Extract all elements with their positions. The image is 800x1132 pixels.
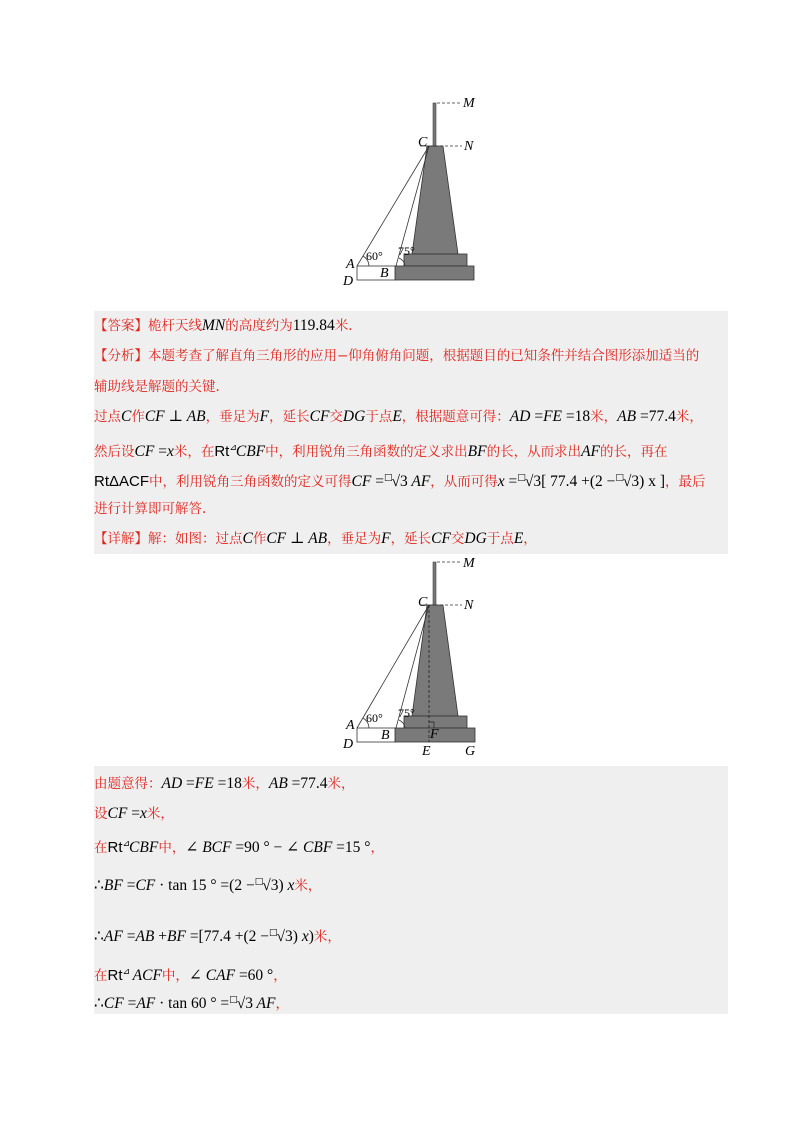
label-angle-60: 60°	[366, 711, 383, 725]
detail-line-2: 由题意得：AD =FE =18米，AB =77.4米，	[94, 775, 355, 792]
analysis-line-3: 过点C作CF ⊥ AB，垂足为F，延长CF交DG于点E，根据题意可得：AD =FE =18米，AB =77.4米，	[94, 408, 703, 425]
detail-line-6: ∴AF =AB +BF =[77.4 +(2 −□√3) x)米，	[94, 928, 341, 945]
detail-line-3: 设CF =x米，	[94, 805, 174, 822]
label-B: B	[381, 728, 390, 743]
figure-tower-2	[343, 556, 478, 760]
label-N: N	[464, 598, 474, 613]
label-C: C	[418, 595, 428, 610]
detail-line-4: 在Rt⊿CBF中，∠ BCF =90 ° − ∠ CBF =15 °，	[94, 839, 384, 856]
label-E: E	[422, 744, 431, 759]
analysis-line-6: 进行计算即可解答.	[94, 501, 207, 517]
label-C: C	[418, 135, 428, 150]
figure-tower-1	[340, 95, 480, 287]
label-A: A	[346, 718, 355, 733]
label-angle-60: 60°	[366, 249, 383, 263]
label-D: D	[343, 274, 354, 287]
detail-line-8: ∴CF =AF · tan 60 ° =□√3 AF，	[94, 995, 289, 1012]
label-A: A	[346, 257, 355, 272]
label-N: N	[464, 139, 474, 154]
detail-line-5: ∴BF =CF · tan 15 ° =(2 −□√3) x米，	[94, 877, 322, 894]
label-angle-75: 75°	[398, 244, 415, 258]
tower-diagram-1	[340, 95, 480, 287]
label-M: M	[463, 556, 475, 571]
analysis-line-2: 辅助线是解题的关键.	[94, 379, 220, 395]
label-angle-75: 75°	[398, 706, 415, 720]
label-F: F	[430, 727, 439, 742]
analysis-line-5: RtΔACF中，利用锐角三角函数的定义可得CF =□√3 AF，从而可得x =□√3[ 77.4 +(2 −□√3) x ]，最后	[94, 473, 706, 490]
analysis-line-1: 【分析】本题考查了解直角三角形的应用−仰角俯角问题，根据题目的已知条件并结合图形添加适当的	[94, 348, 700, 364]
tower-diagram-2	[343, 556, 478, 760]
label-M: M	[463, 96, 475, 111]
label-D: D	[343, 737, 354, 752]
answer-line: 【答案】桅杆天线MN的高度约为119.84米.	[94, 317, 353, 334]
detail-line-1: 【详解】解：如图：过点C作CF ⊥ AB，垂足为F，延长CF交DG于点E，	[94, 530, 537, 547]
detail-line-7: 在Rt⊿ ACF中，∠ CAF =60 °，	[94, 967, 287, 984]
analysis-line-4: 然后设CF =x米，在Rt⊿CBF中，利用锐角三角函数的定义求出BF的长，从而求出AF的长，再在	[94, 443, 668, 460]
label-B: B	[380, 266, 389, 281]
label-G: G	[465, 744, 476, 759]
